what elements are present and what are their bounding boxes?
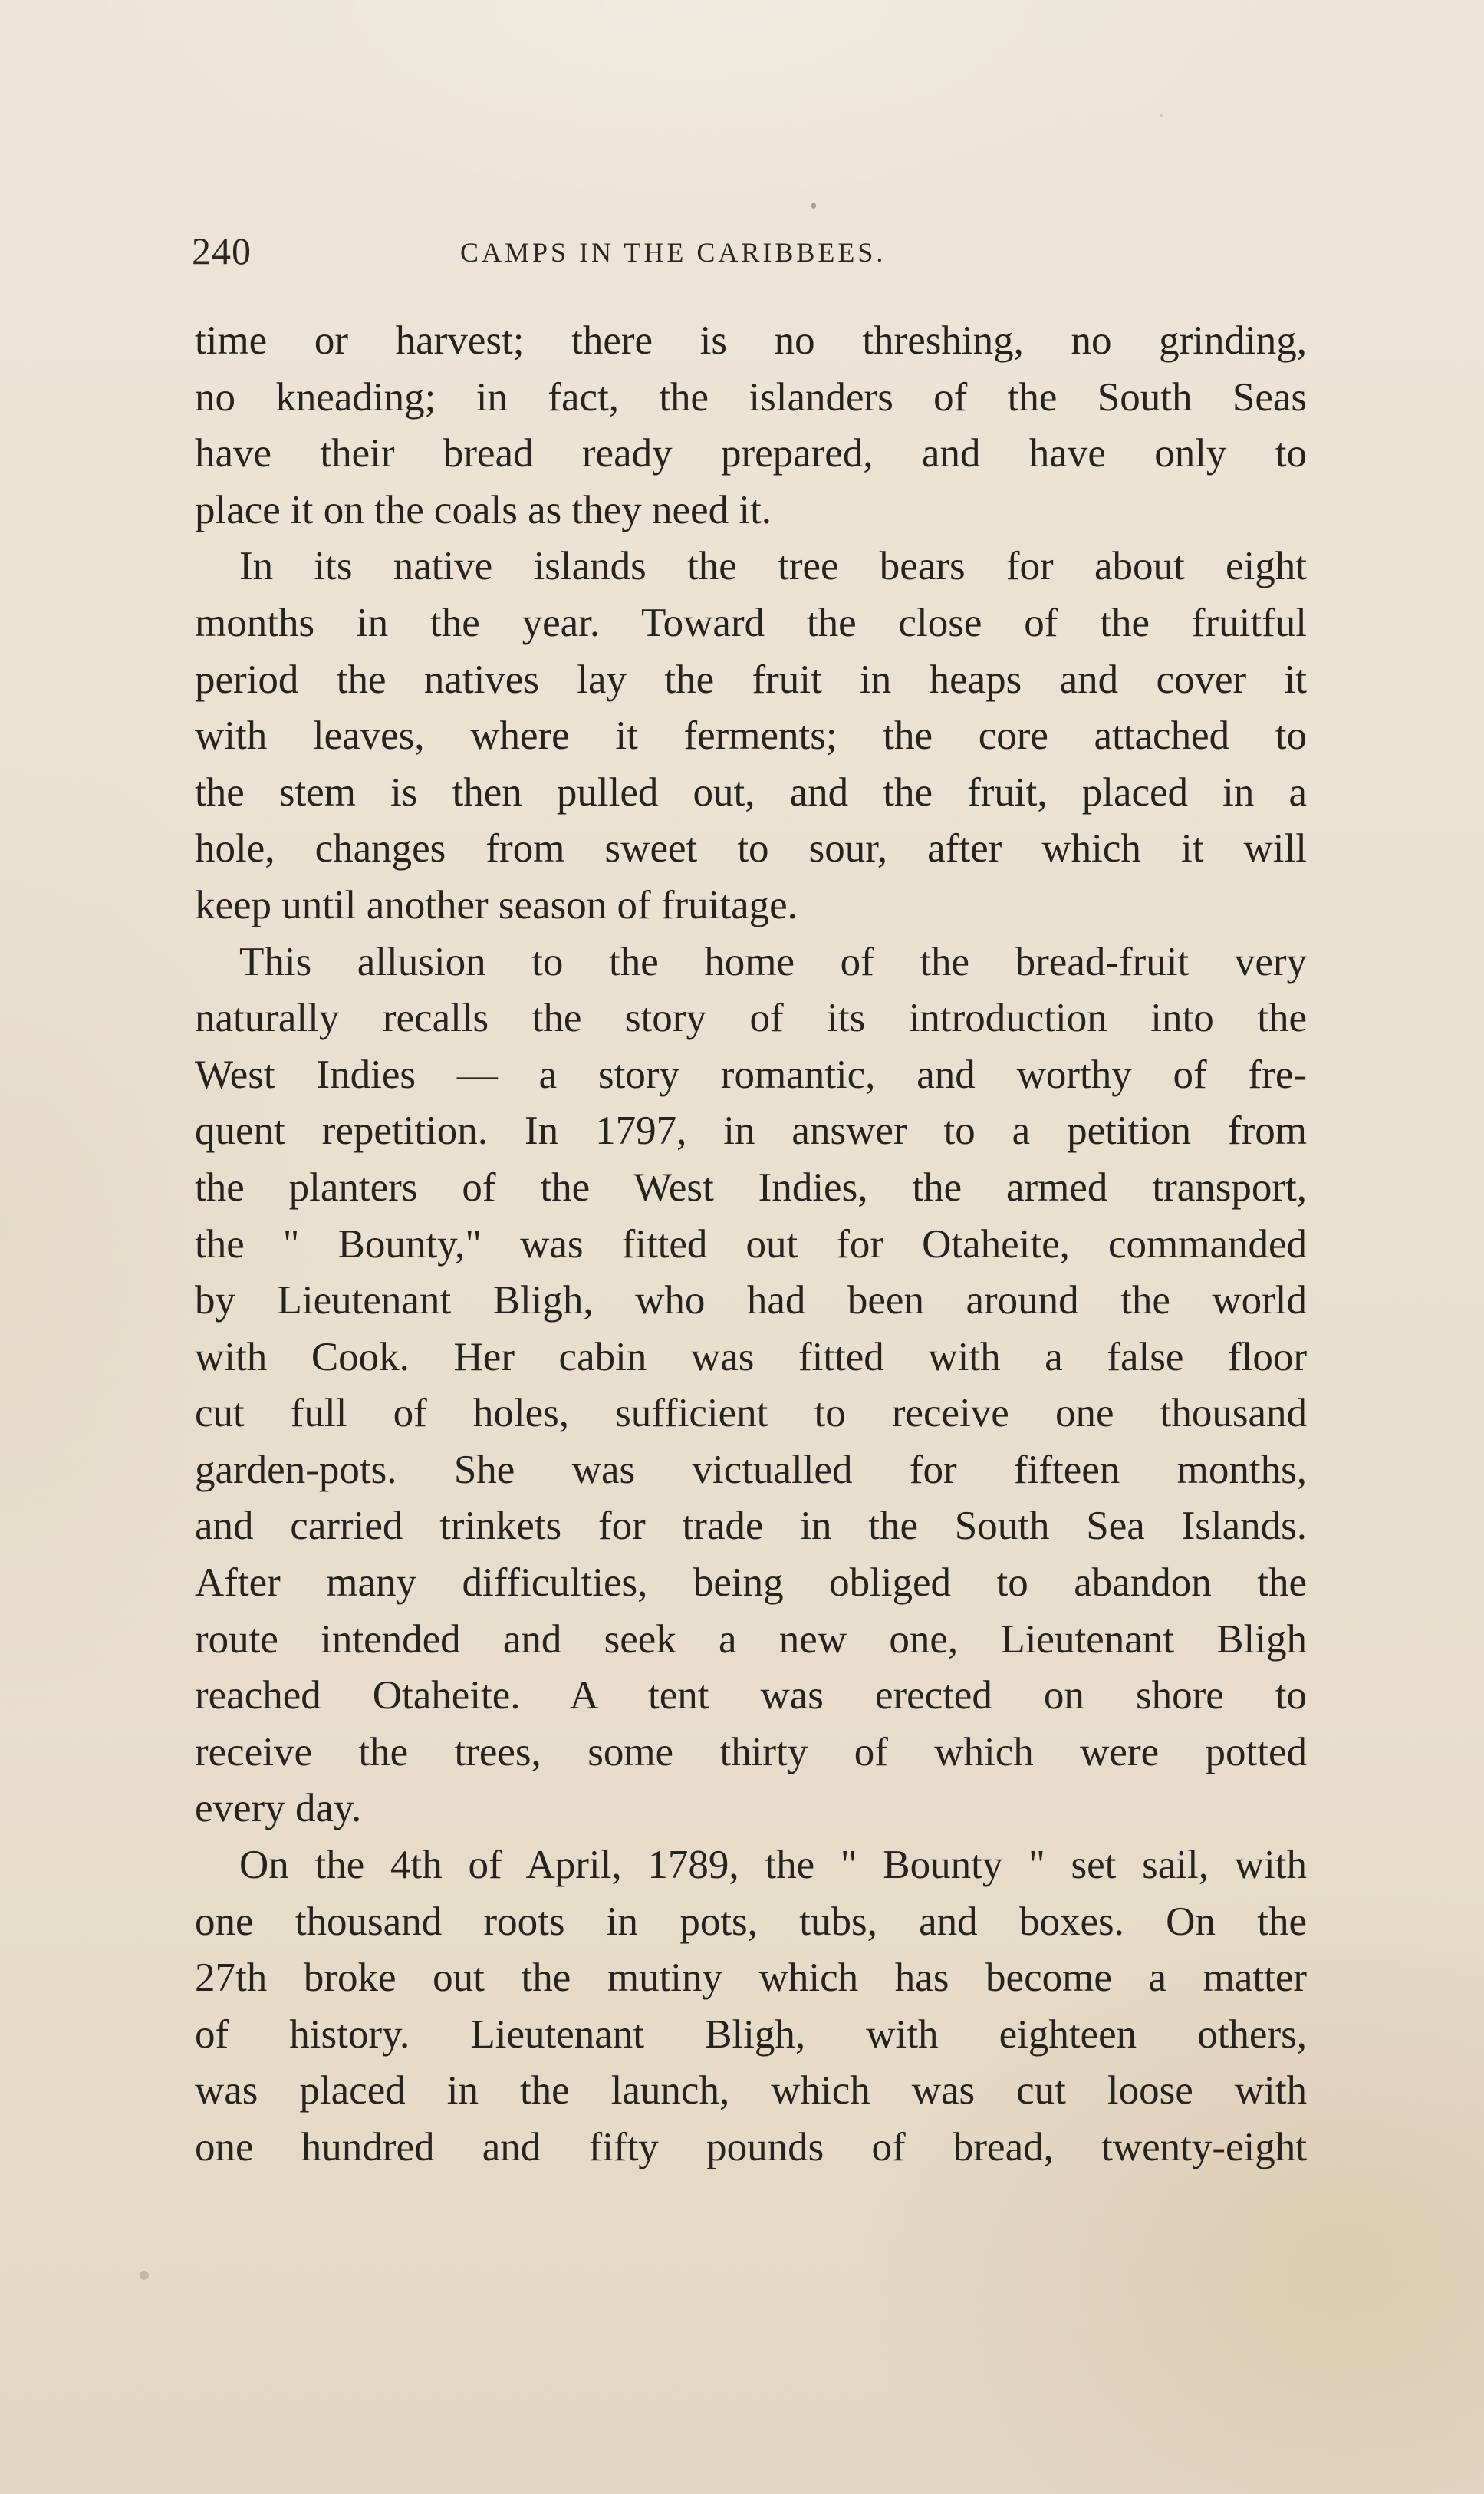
text-line: no kneading; in fact, the islanders of the South Seas	[195, 374, 1307, 420]
running-head	[192, 229, 1311, 282]
text-line: quent repetition. In 1797, in answer to a petition from	[195, 1109, 1307, 1154]
text-line: naturally recalls the story of its introduction into the	[195, 996, 1307, 1041]
text-line: period the natives lay the fruit in heaps and cover it	[195, 657, 1307, 702]
text-line: garden-pots. She was victualled for fifteen months,	[195, 1447, 1307, 1492]
text-line: On the 4th of April, 1789, the " Bounty " set sail, with	[239, 1843, 1307, 1888]
text-line: one thousand roots in pots, tubs, and boxes. On the	[195, 1899, 1307, 1944]
text-line: of history. Lieutenant Bligh, with eighteen others,	[195, 2011, 1307, 2057]
text-line: West Indies — a story romantic, and worthy of fre-	[195, 1052, 1307, 1097]
text-line: one hundred and fifty pounds of bread, twenty-eight	[195, 2125, 1307, 2169]
text-line: keep until another season of fruitage.	[195, 882, 798, 927]
text-line: the stem is then pulled out, and the fruit, placed in a	[195, 769, 1307, 815]
text-line: place it on the coals as they need it.	[195, 487, 772, 532]
text-line: time or harvest; there is no threshing, no grinding,	[195, 318, 1307, 363]
text-line: with leaves, where it ferments; the core attached to	[195, 713, 1307, 759]
text-line: and carried trinkets for trade in the South Sea Islands.	[195, 1504, 1307, 1549]
running-title: CAMPS IN THE CARIBBEES.	[460, 237, 887, 268]
text-line: This allusion to the home of the bread-fruit very	[239, 939, 1307, 984]
text-line: receive the trees, some thirty of which were potted	[195, 1729, 1307, 1774]
text-line: hole, changes from sweet to sour, after which it will	[195, 826, 1307, 871]
text-line: with Cook. Her cabin was fitted with a false floor	[195, 1334, 1307, 1379]
text-line: the " Bounty," was fitted out for Otaheite, commanded	[195, 1221, 1307, 1267]
text-line: 27th broke out the mutiny which has become a matter	[195, 1955, 1307, 2001]
paper-speck	[1160, 114, 1163, 117]
paper-speck	[140, 2271, 149, 2280]
body-text	[195, 313, 1307, 2176]
page-number: 240	[192, 229, 252, 272]
text-line: In its native islands the tree bears for about eight	[239, 544, 1307, 589]
text-line: have their bread ready prepared, and have only to	[195, 431, 1307, 476]
text-line: the planters of the West Indies, the armed transport,	[195, 1165, 1307, 1210]
text-line: by Lieutenant Bligh, who had been around the world	[195, 1278, 1307, 1323]
text-line: was placed in the launch, which was cut loose with	[195, 2068, 1307, 2113]
text-line: every day.	[195, 1786, 362, 1831]
text-line: route intended and seek a new one, Lieutenant Bligh	[195, 1616, 1307, 1662]
text-line: months in the year. Toward the close of the fruitful	[195, 600, 1307, 645]
text-line: cut full of holes, sufficient to receive one thousand	[195, 1391, 1307, 1436]
paper-speck	[811, 203, 816, 209]
text-line: reached Otaheite. A tent was erected on shore to	[195, 1673, 1307, 1718]
text-line: After many difficulties, being obliged to abandon the	[195, 1560, 1307, 1606]
